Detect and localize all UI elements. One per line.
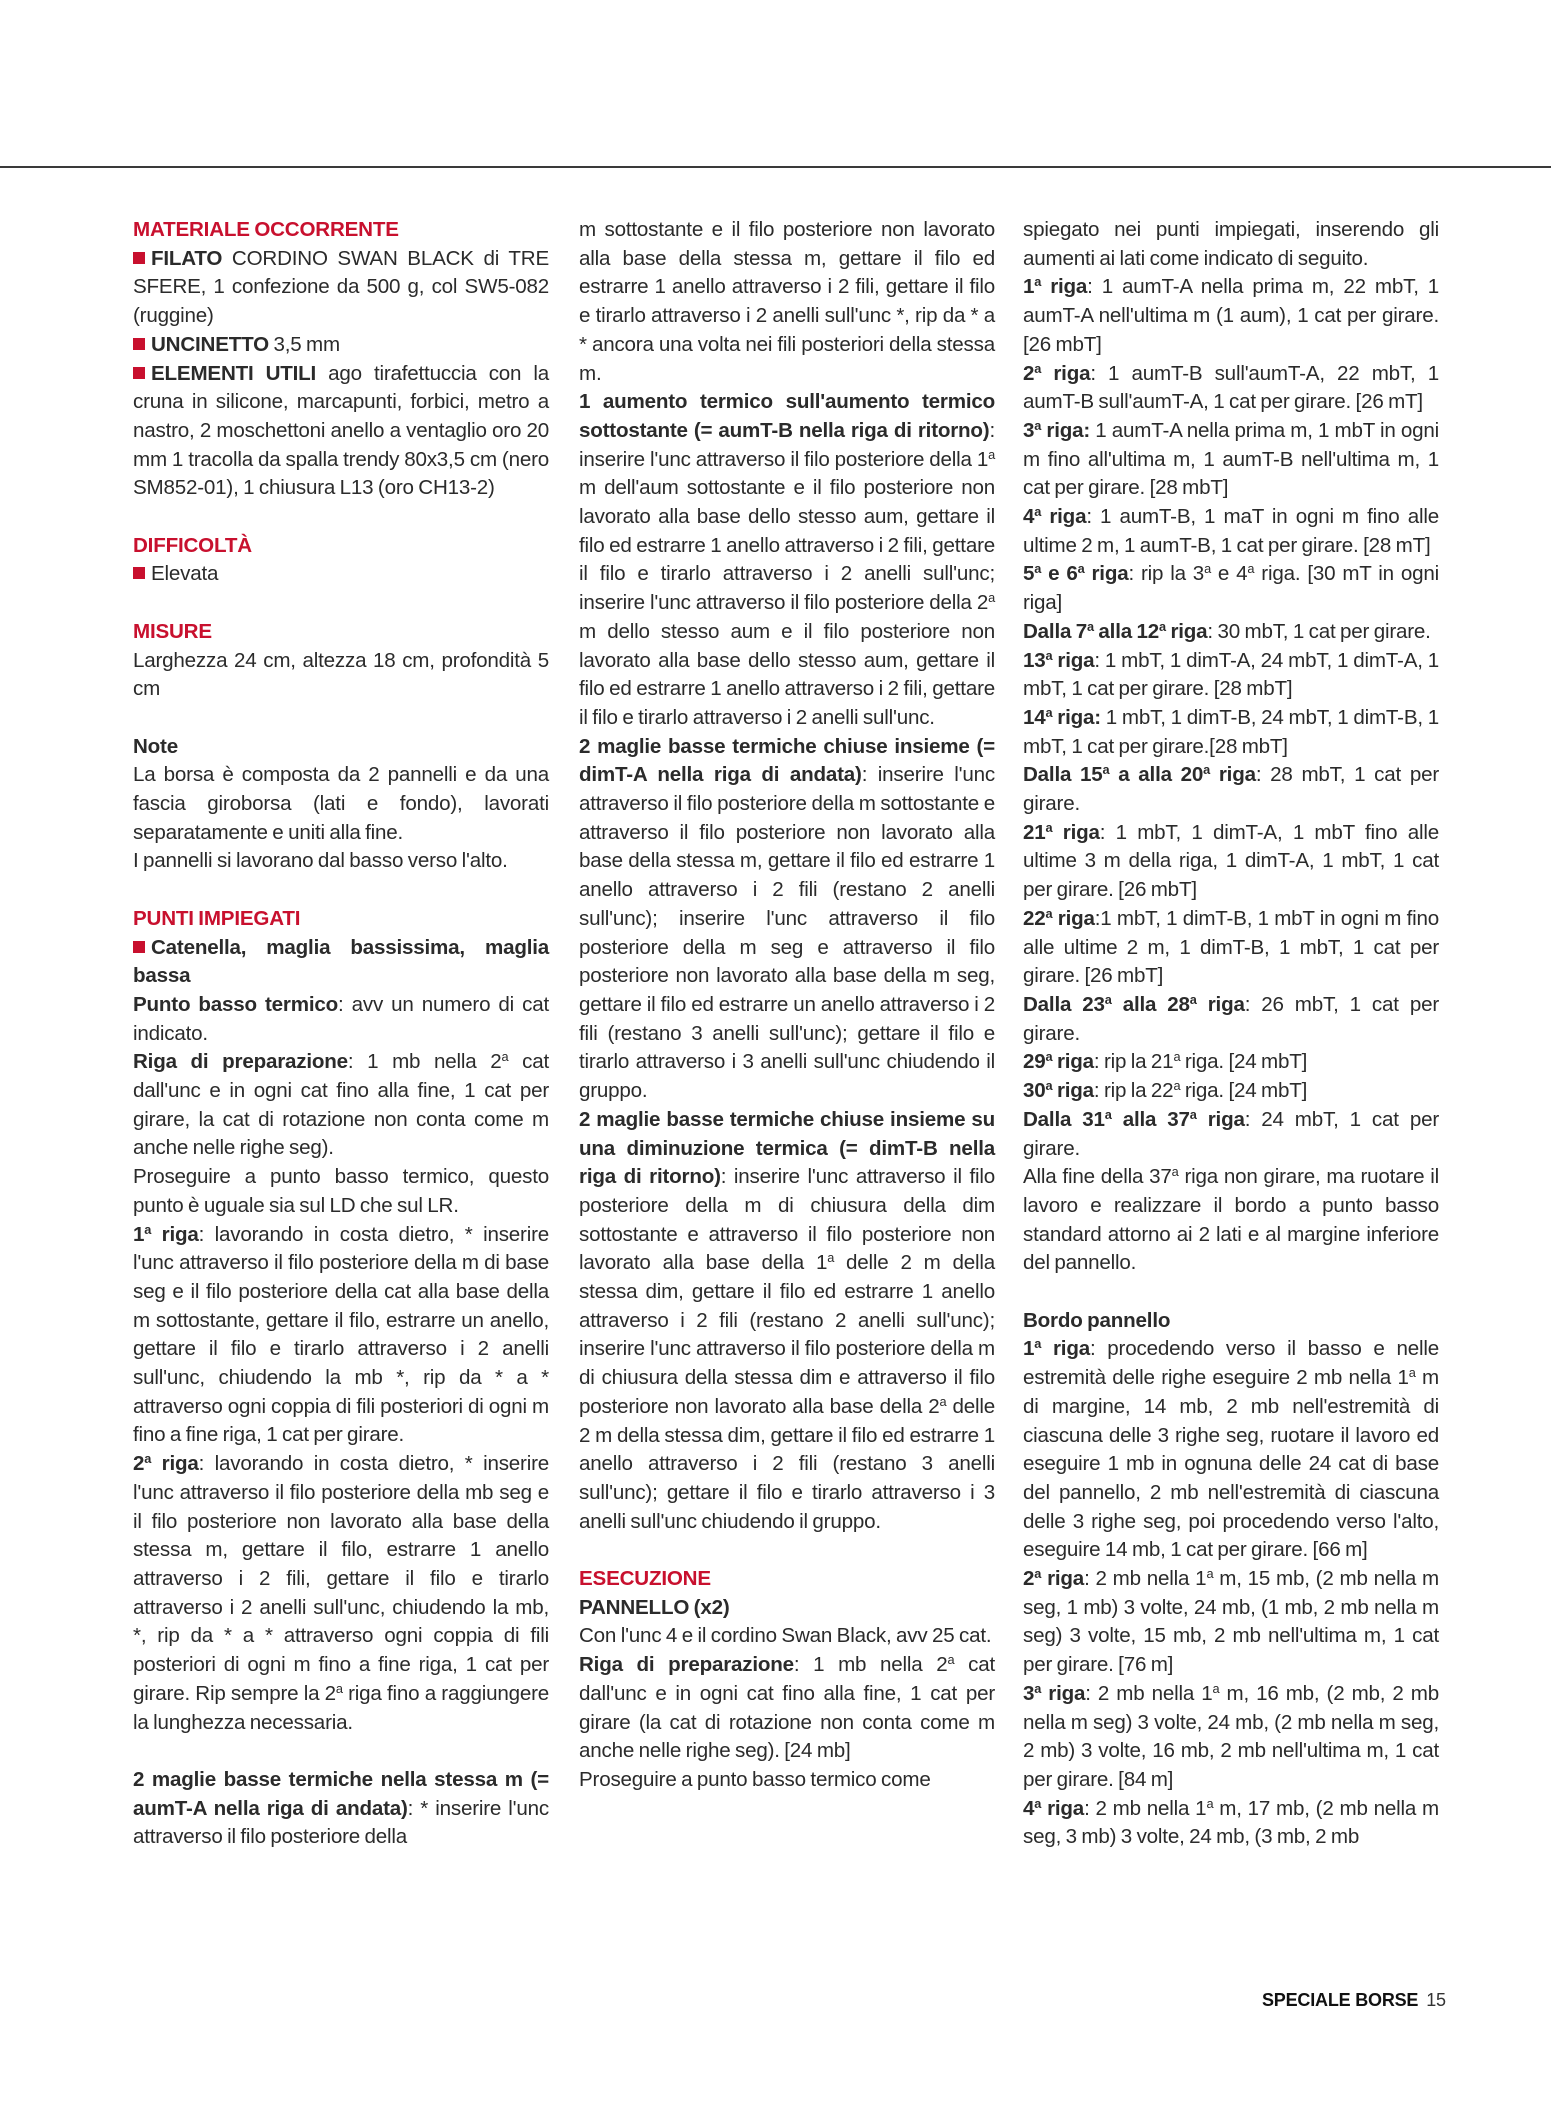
hook-item: UNCINETTO 3,5 mm: [133, 331, 549, 360]
bullet-square-icon: [133, 941, 145, 953]
bullet-square-icon: [133, 252, 145, 264]
stitch-definition: 2 maglie basse termiche chiuse insieme (= dimT-A nella riga di andata): inserire l'unc attraverso il filo posteriore della m sottostante e attraverso il filo posteriore non lavorato alla base della stessa m, gettare il filo ed estrarre 1 anello attraverso i 2 fili (restano 2 anelli sull'unc); inserire l'unc attraverso il filo posteriore della m seg e attraverso il filo posteriore non lavorato alla base della m seg, gettare il filo ed estrarre un anello attraverso i 2 fili (restano 3 anelli sull'unc); gettare il filo e tirarlo attraverso i 3 anelli sull'unc chiudendo il gruppo.: [579, 734, 996, 1103]
row-instruction: 30$^a$ riga: rip la 22$^a$ riga. [24 mbT]: [1023, 1078, 1308, 1103]
sizes-text: Larghezza 24 cm, altezza 18 cm, profondità 5 cm: [133, 648, 549, 701]
instruction: Con l'unc 4 e il cordino Swan Black, avv 25 cat.: [579, 1624, 992, 1648]
notes-heading: Note: [133, 734, 178, 758]
row-instruction: 4$^a$ riga: 2 mb nella 1$^a$ m, 17 mb, (2 mb nella m seg, 3 mb) 3 volte, 24 mb, (3 mb, 2 mb: [1023, 1795, 1439, 1849]
stitch-instruction: 2$^a$ riga: lavorando in costa dietro, * inserire l'unc attraverso il filo posteriore della mb seg e il filo posteriore non lavorato alla base della stessa m, gettare il filo, estrarre 1 anello attraverso i 2 fili, gettare il filo e tirarlo attraverso i 2 anelli sull'unc, chiudendo la mb, *, rip da * a * attraverso ogni coppia di fili posteriori di ogni m fino a fine riga, 1 cat per girare. Rip sempre la 2$^a$ riga fino a raggiungere la lunghezza necessaria.: [133, 1451, 549, 1734]
instruction: Alla fine della 37$^a$ riga non girare, ma ruotare il lavoro e realizzare il bordo a punto basso standard attorno ai 2 lati e al margine inferiore del pannello.: [1023, 1164, 1439, 1275]
row-instruction: 2$^a$ riga: 1 aumT-B sull'aumT-A, 22 mbT, 1 aumT-B sull'aumT-A, 1 cat per girare. [26 mT]: [1023, 360, 1440, 414]
sizes-heading: MISURE: [133, 619, 212, 643]
materials-heading: MATERIALE OCCORRENTE: [133, 218, 399, 241]
instruction: Riga di preparazione: 1 mb nella 2$^a$ cat dall'unc e in ogni cat fino alla fine, 1 cat per girare (la cat di rotazione non conta come m anche nelle righe seg). [24 mb]: [579, 1652, 995, 1763]
top-rule: [0, 166, 1551, 168]
tools-item: ELEMENTI UTILI ago tirafettuccia con la cruna in silicone, marcapunti, forbici, metro a nastro, 2 moschettoni anello a ventaglio oro 20 mm 1 tracolla da spalla trendy 80x3,5 cm (nero SM852-01), 1 chiusura L13 (oro CH13-2): [133, 361, 550, 500]
row-instruction: 13$^a$ riga: 1 mbT, 1 dimT-A, 24 mbT, 1 dimT-A, 1 mbT, 1 cat per girare. [28 mbT]: [1023, 647, 1439, 701]
border-heading: Bordo pannello: [1023, 1308, 1171, 1332]
row-instruction: 1$^a$ riga: procedendo verso il basso e nelle estremità delle righe eseguire 2 mb nella 1$^a$ m di margine, 14 mb, 2 mb nell'estremità di ciascuna delle 3 righe seg, ruotare il lavoro ed eseguire 1 mb in ognuna delle 24 cat di base del pannello, 2 mb nell'estremità di ciascuna delle 3 righe seg, poi procedendo verso l'alto, eseguire 14 mb, 1 cat per girare. [66 m]: [1023, 1336, 1439, 1562]
difficulty-heading: DIFFICOLTÀ: [133, 533, 252, 557]
row-instruction: 1$^a$ riga: 1 aumT-A nella prima m, 22 mbT, 1 aumT-A nell'ultima m (1 aum), 1 cat per girare. [26 mbT]: [1023, 274, 1439, 356]
panel-heading: PANNELLO (x2): [579, 1595, 730, 1619]
bullet-square-icon: [133, 367, 145, 379]
row-instruction: Dalla 15$^a$ a alla 20$^a$ riga: 28 mbT, 1 cat per girare.: [1023, 762, 1439, 816]
row-instruction: 3$^a$ riga: 1 aumT-A nella prima m, 1 mbT in ogni m fino all'ultima m, 1 aumT-B nell'ultima m, 1 cat per girare. [28 mbT]: [1023, 417, 1439, 500]
row-instruction: 21$^a$ riga: 1 mbT, 1 dimT-A, 1 mbT fino alle ultime 3 m della riga, 1 dimT-A, 1 mbT, 1 cat per girare. [26 mbT]: [1023, 819, 1439, 902]
stitches-heading: PUNTI IMPIEGATI: [133, 906, 301, 930]
stitch-instruction: Riga di preparazione: 1 mb nella 2$^a$ cat dall'unc e in ogni cat fino alla fine, 1 cat per girare, la cat di rotazione non conta come m anche nelle righe seg).: [133, 1049, 549, 1160]
stitch-instruction: Proseguire a punto basso termico, questo punto è uguale sia sul LD che sul LR.: [133, 1165, 549, 1217]
difficulty-value: Elevata: [133, 560, 549, 589]
row-instruction: 29$^a$ riga: rip la 21$^a$ riga. [24 mbT]: [1023, 1049, 1308, 1074]
bullet-square-icon: [133, 567, 145, 579]
row-instruction: Dalla 23$^a$ alla 28$^a$ riga: 26 mbT, 1 cat per girare.: [1023, 991, 1439, 1045]
yarn-item: FILATO CORDINO SWAN BLACK di TRE SFERE, 1 confezione da 500 g, col SW5-082 (ruggine): [133, 246, 549, 328]
row-instruction: Dalla 7$^a$ alla 12$^a$ riga: 30 mbT, 1 cat per girare.: [1023, 618, 1431, 643]
bullet-square-icon: [133, 338, 145, 350]
notes-paragraph: I pannelli si lavorano dal basso verso l'alto.: [133, 849, 508, 873]
execution-heading: ESECUZIONE: [579, 1567, 711, 1591]
page-footer: [1262, 1990, 1446, 2011]
column-3: [1023, 216, 1439, 1852]
page-number: 15: [1426, 1990, 1446, 2010]
instruction: spiegato nei punti impiegati, inserendo gli aumenti ai lati come indicato di seguito.: [1023, 218, 1439, 270]
row-instruction: 3$^a$ riga: 2 mb nella 1$^a$ m, 16 mb, (2 mb, 2 mb nella m seg) 3 volte, 24 mb, (2 mb nella m seg, 2 mb) 3 volte, 16 mb, 2 mb nell'ultima m, 1 cat per girare. [84 m]: [1023, 1680, 1439, 1791]
column-1: [133, 216, 549, 1852]
row-instruction: 5$^a$ e 6$^a$ riga: rip la 3$^a$ e 4$^a$ riga. [30 mT in ogni riga]: [1023, 561, 1439, 615]
row-instruction: 22$^a$ riga:1 mbT, 1 dimT-B, 1 mbT in ogni m fino alle ultime 2 m, 1 dimT-B, 1 mbT, 1 cat per girare. [26 mbT]: [1023, 905, 1439, 988]
row-instruction: Dalla 31$^a$ alla 37$^a$ riga: 24 mbT, 1 cat per girare.: [1023, 1106, 1439, 1160]
stitch-definition: 2 maglie basse termiche nella stessa m (= aumT-A nella riga di andata): * inserire l'unc attraverso il filo posteriore della: [133, 1767, 549, 1849]
stitch-definition-continued: m sottostante e il filo posteriore non lavorato alla base della stessa m, gettare il filo ed estrarre 1 anello attraverso i 2 fili, gettare il filo e tirarlo attraverso i 2 anelli sull'unc *, rip da * a * ancora una volta nei fili posteriori della stessa m.: [579, 218, 995, 385]
stitch-instruction: 1$^a$ riga: lavorando in costa dietro, * inserire l'unc attraverso il filo posteriore della m di base seg e il filo posteriore della cat alla base della m sottostante, gettare il filo, estrarre un anello, gettare il filo e tirarlo attraverso i 2 anelli sull'unc, chiudendo la mb *, rip da * a * attraverso ogni coppia di fili posteriori di ogni m fino a fine riga, 1 cat per girare.: [133, 1221, 549, 1447]
instruction: Proseguire a punto basso termico come: [579, 1767, 931, 1791]
notes-paragraph: La borsa è composta da 2 pannelli e da una fascia giroborsa (lati e fondo), lavorati separatamente e uniti alla fine.: [133, 763, 549, 844]
stitch-definition: 2 maglie basse termiche chiuse insieme su una diminuzione termica (= dimT-B nella riga di ritorno): inserire l'unc attraverso il filo posteriore della m di chiusura della dim sottostante e attraverso il filo posteriore non lavorato alla base della 1$^a$ delle 2 m della stessa dim, gettare il filo ed estrarre 1 anello attraverso i 2 fili (restano 2 anelli sull'unc); inserire l'unc attraverso il filo posteriore della m di chiusura della stessa dim e attraverso il filo posteriore non lavorato alla base della 2$^a$ delle 2 m della stessa dim, gettare il filo ed estrarre 1 anello attraverso i 2 fili (restano 3 anelli sull'unc); gettare il filo e tirarlo attraverso i 3 anelli sull'unc chiudendo il gruppo.: [579, 1107, 995, 1533]
stitch-definition: 1 aumento termico sull'aumento termico sottostante (= aumT-B nella riga di ritorno): inserire l'unc attraverso il filo posteriore della 1$^a$ m dell'aum sottostante e il filo posteriore non lavorato alla base dello stesso aum, gettare il filo ed estrarre 1 anello attraverso i 2 fili, gettare il filo e tirarlo attraverso i 2 anelli sull'unc; inserire l'unc attraverso il filo posteriore della 2$^a$ m dello stesso aum e il filo posteriore non lavorato alla base dello stesso aum, gettare il filo ed estrarre 1 anello attraverso i 2 fili, gettare il filo e tirarlo attraverso i 2 anelli sull'unc.: [579, 390, 995, 729]
row-instruction: 2$^a$ riga: 2 mb nella 1$^a$ m, 15 mb, (2 mb nella m seg, 1 mb) 3 volte, 24 mb, (1 mb, 2 mb nella m seg) 3 volte, 15 mb, 2 mb nell'ultima m, 1 cat per girare. [76 m]: [1023, 1566, 1439, 1677]
row-instruction: 4$^a$ riga: 1 aumT-B, 1 maT in ogni m fino alle ultime 2 m, 1 aumT-B, 1 cat per girare. [28 mT]: [1023, 504, 1439, 557]
section-label: SPECIALE BORSE: [1262, 1990, 1419, 2010]
column-2: [579, 216, 995, 1795]
stitches-subheading: Catenella, maglia bassissima, maglia bassa: [133, 935, 549, 988]
row-instruction: 14$^a$ riga: 1 mbT, 1 dimT-B, 24 mbT, 1 dimT-B, 1 mbT, 1 cat per girare.[28 mbT]: [1023, 704, 1439, 758]
stitch-definition: Punto basso termico: avv un numero di cat indicato.: [133, 992, 549, 1045]
